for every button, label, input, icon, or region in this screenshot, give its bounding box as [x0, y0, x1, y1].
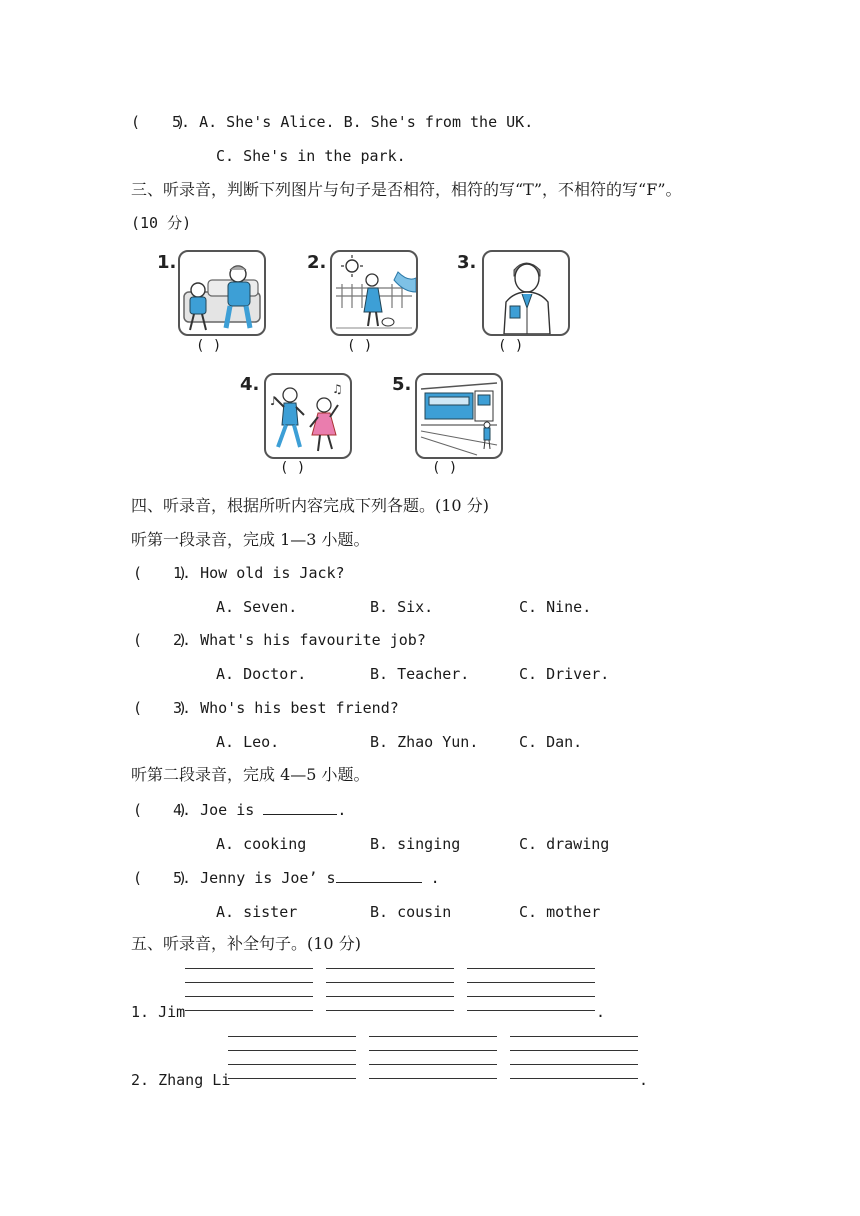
picture-1-boy-grandpa-icon [178, 250, 266, 336]
q5-option-b: B. cousin [370, 903, 452, 921]
q1-option-b: B. Six. [370, 598, 434, 616]
picture-2-answer[interactable]: ( ) [347, 338, 373, 354]
picture-4-number: 4. [240, 374, 260, 395]
picture-3-number: 3. [457, 252, 477, 273]
svg-text:♪: ♪ [270, 394, 278, 408]
section4-part1-intro: 听第一段录音，完成 1—3 小题。 [131, 530, 370, 549]
section5-title: 五、听录音，补全句子。(10 分) [131, 934, 361, 953]
section3-score: (10 分) [131, 214, 192, 232]
q1-stem: 1. How old is Jack? [173, 564, 345, 582]
q3-option-a: A. Leo. [216, 733, 280, 751]
q3-paren[interactable]: ( ) [133, 699, 188, 717]
section4-title: 四、听录音，根据所听内容完成下列各题。(10 分) [131, 496, 489, 515]
q2-option-a: A. Doctor. [216, 665, 307, 683]
q5-stem-end: . [421, 869, 440, 887]
q5-stem-text: 5. Jenny is Joe’ s [173, 869, 336, 887]
picture-1-number: 1. [157, 252, 177, 273]
picture-5-answer[interactable]: ( ) [432, 460, 458, 476]
picture-4-answer[interactable]: ( ) [280, 460, 306, 476]
q3-stem: 3. Who's his best friend? [173, 699, 399, 717]
q5-blank[interactable] [336, 868, 422, 883]
q3-option-b: B. Zhao Yun. [370, 733, 479, 751]
q4-stem [173, 800, 346, 820]
section3-title: 三、听录音，判断下列图片与句子是否相符，相符的写“T”，不相符的写“F”。 [131, 180, 682, 199]
q5-stem: 5. A. She's Alice. B. She's from the UK. [172, 113, 534, 131]
q4-option-a: A. cooking [216, 835, 307, 853]
q4-stem-text: 4. Joe is [173, 801, 264, 819]
section4-part2-intro: 听第二段录音，完成 4—5 小题。 [131, 765, 370, 784]
q3-option-c: C. Dan. [519, 733, 583, 751]
q4-stem-end: . [337, 801, 347, 819]
sentence-1-period: . [596, 1003, 606, 1021]
q4-blank[interactable] [263, 800, 337, 815]
q1-option-a: A. Seven. [216, 598, 298, 616]
picture-4-singing-dancing-icon [264, 373, 352, 459]
q5-stem-s4 [173, 868, 440, 888]
picture-3-doctor-icon [482, 250, 570, 336]
picture-2-girl-dog-park-icon [330, 250, 418, 336]
picture-5-number: 5. [392, 374, 412, 395]
svg-text:♫: ♫ [332, 382, 343, 396]
q2-option-b: B. Teacher. [370, 665, 470, 683]
sentence-1-label: 1. Jim [131, 1003, 186, 1021]
picture-3-answer[interactable]: ( ) [498, 338, 524, 354]
sentence-2-label: 2. Zhang Li [131, 1071, 231, 1089]
q2-paren[interactable]: ( ) [133, 631, 188, 649]
q1-paren[interactable]: ( ) [133, 564, 188, 582]
q2-option-c: C. Driver. [519, 665, 610, 683]
q5-paren-s4[interactable]: ( ) [133, 869, 188, 887]
q5-option-c: C. She's in the park. [216, 147, 406, 165]
q5-paren[interactable]: ( ) [131, 113, 186, 131]
q4-option-b: B. singing [370, 835, 461, 853]
q5-option-c: C. mother [519, 903, 601, 921]
sentence-2-period: . [639, 1071, 649, 1089]
q5-option-a: A. sister [216, 903, 298, 921]
q2-stem: 2. What's his favourite job? [173, 631, 426, 649]
picture-5-train-station-icon [415, 373, 503, 459]
q4-paren[interactable]: ( ) [133, 801, 188, 819]
picture-2-number: 2. [307, 252, 327, 273]
picture-1-answer[interactable]: ( ) [196, 338, 222, 354]
q1-option-c: C. Nine. [519, 598, 592, 616]
q4-option-c: C. drawing [519, 835, 610, 853]
